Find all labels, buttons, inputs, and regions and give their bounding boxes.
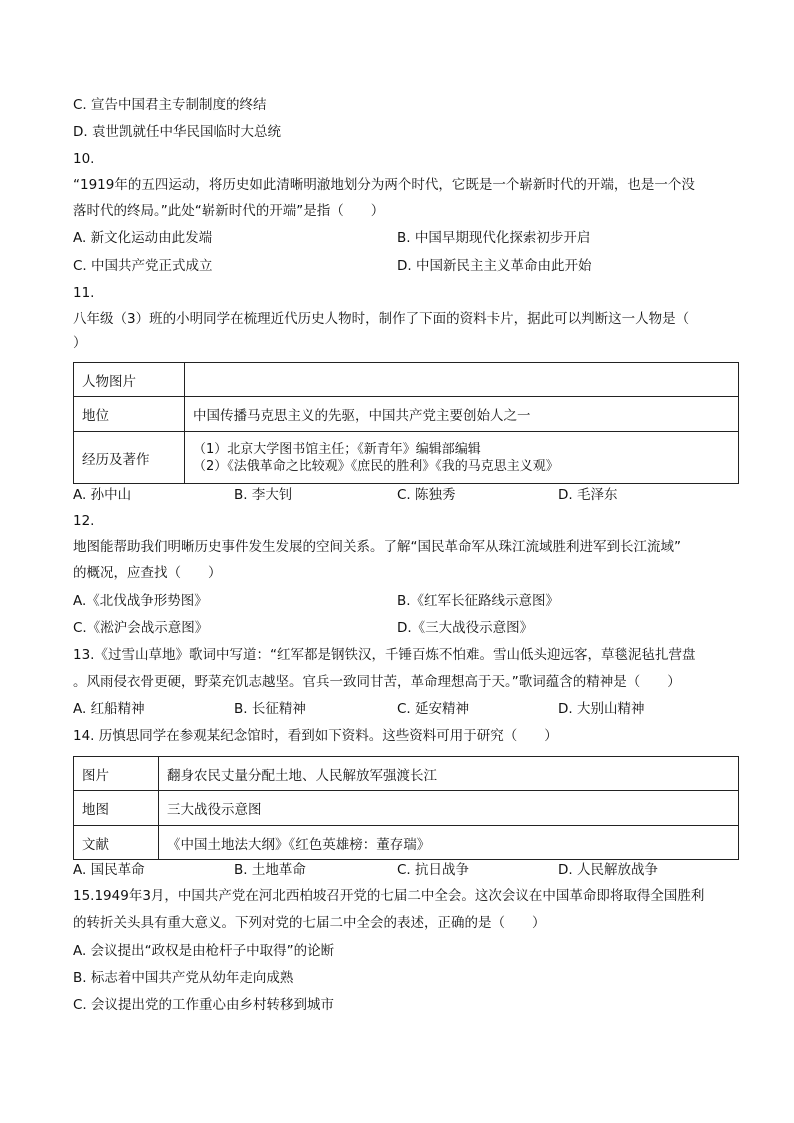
q14-row1-label: 图片 bbox=[74, 757, 159, 791]
q10-stem-line2: 落时代的终局。”此处“崭新时代的开端”是指（ ） bbox=[73, 203, 385, 219]
q12-number: 12. bbox=[73, 513, 95, 529]
q14-row3-label: 文献 bbox=[74, 826, 159, 860]
table-row bbox=[74, 363, 739, 397]
q13-option-d: D. 大别山精神 bbox=[558, 701, 645, 717]
q14-option-d: D. 人民解放战争 bbox=[558, 862, 658, 878]
q12-option-b: B.《红军长征路线示意图》 bbox=[397, 593, 560, 609]
q15-option-b: B. 标志着中国共产党从幼年走向成熟 bbox=[73, 970, 294, 986]
q14-row2-value: 三大战役示意图 bbox=[159, 791, 739, 826]
table-row bbox=[74, 757, 739, 791]
q10-number: 10. bbox=[73, 151, 95, 167]
q12-stem-line1: 地图能帮助我们明晰历史事件发生发展的空间关系。了解“国民革命军从珠江流域胜利进军到长江流域” bbox=[73, 539, 681, 555]
q15-option-c: C. 会议提出党的工作重心由乡村转移到城市 bbox=[73, 997, 335, 1013]
table-row bbox=[74, 397, 739, 432]
q10-option-b: B. 中国早期现代化探索初步开启 bbox=[397, 230, 591, 246]
q12-option-c: C.《淞沪会战示意图》 bbox=[73, 620, 209, 636]
q13-option-b: B. 长征精神 bbox=[234, 701, 306, 717]
q12-stem-line2: 的概况，应查找（ ） bbox=[73, 565, 222, 581]
q11-option-d: D. 毛泽东 bbox=[558, 487, 618, 503]
q11-row3-cell bbox=[185, 432, 739, 484]
q10-option-c: C. 中国共产党正式成立 bbox=[73, 258, 213, 274]
table-row bbox=[74, 826, 739, 860]
q11-row1-label: 人物图片 bbox=[74, 363, 185, 397]
q14-row1-value: 翻身农民丈量分配土地、人民解放军强渡长江 bbox=[159, 757, 739, 791]
q11-row2-label: 地位 bbox=[74, 397, 185, 432]
q10-stem-line1: “1919年的五四运动，将历史如此清晰明澈地划分为两个时代，它既是一个崭新时代的开端，也是一个没 bbox=[73, 177, 695, 193]
q11-option-a: A. 孙中山 bbox=[73, 487, 132, 503]
q12-option-d: D.《三大战役示意图》 bbox=[397, 620, 534, 636]
q11-row1-value bbox=[185, 363, 739, 397]
q13-option-c: C. 延安精神 bbox=[397, 701, 470, 717]
q14-option-a: A. 国民革命 bbox=[73, 862, 145, 878]
q11-row3-value2: （2）《法俄革命之比较观》《庶民的胜利》《我的马克思主义观》 bbox=[193, 458, 559, 474]
q11-option-c: C. 陈独秀 bbox=[397, 487, 456, 503]
q15-option-a: A. 会议提出“政权是由枪杆子中取得”的论断 bbox=[73, 943, 335, 959]
q11-number: 11. bbox=[73, 285, 95, 301]
q14-stem-line1: 14. 历慎思同学在参观某纪念馆时，看到如下资料。这些资料可用于研究（ ） bbox=[73, 728, 558, 744]
q11-option-b: B. 李大钊 bbox=[234, 487, 293, 503]
table-row bbox=[74, 432, 739, 484]
q12-option-a: A.《北伐战争形势图》 bbox=[73, 593, 208, 609]
q11-row2-value: 中国传播马克思主义的先驱，中国共产党主要创始人之一 bbox=[185, 397, 739, 432]
q14-row2-label: 地图 bbox=[74, 791, 159, 826]
q13-stem-line2: 。风雨侵衣骨更硬，野菜充饥志越坚。官兵一致同甘苦，革命理想高于天。”歌词蕴含的精神是（ ） bbox=[73, 674, 681, 690]
q14-option-c: C. 抗日战争 bbox=[397, 862, 470, 878]
q14-materials-table bbox=[73, 756, 739, 860]
q11-row3-value1: （1）北京大学图书馆主任；《新青年》编辑部编辑 bbox=[193, 441, 481, 457]
q11-stem-line2: ） bbox=[73, 335, 87, 351]
q14-option-b: B. 土地革命 bbox=[234, 862, 306, 878]
q10-option-a: A. 新文化运动由此发端 bbox=[73, 230, 213, 246]
q13-stem-line1: 13.《过雪山草地》歌词中写道：“红军都是钢铁汉，千锤百炼不怕难。雪山低头迎远客，草毯泥毡扎营盘 bbox=[73, 647, 696, 663]
q11-stem-line1: 八年级（3）班的小明同学在梳理近代历史人物时，制作了下面的资料卡片，据此可以判断这一人物是（ bbox=[73, 311, 690, 327]
q9-option-d: D. 袁世凯就任中华民国临时大总统 bbox=[73, 124, 281, 140]
table-row bbox=[74, 791, 739, 826]
q11-row3-label: 经历及著作 bbox=[74, 432, 185, 484]
q9-option-c: C. 宣告中国君主专制制度的终结 bbox=[73, 97, 267, 113]
q14-row3-value: 《中国土地法大纲》《红色英雄榜：董存瑞》 bbox=[159, 826, 739, 860]
q13-option-a: A. 红船精神 bbox=[73, 701, 145, 717]
q11-info-card-table bbox=[73, 362, 739, 484]
q15-stem-line2: 的转折关头具有重大意义。下列对党的七届二中全会的表述，正确的是（ ） bbox=[73, 915, 546, 931]
q10-option-d: D. 中国新民主主义革命由此开始 bbox=[397, 258, 592, 274]
q15-stem-line1: 15.1949年3月，中国共产党在河北西柏坡召开党的七届二中全会。这次会议在中国革命即将取得全国胜利 bbox=[73, 888, 705, 904]
